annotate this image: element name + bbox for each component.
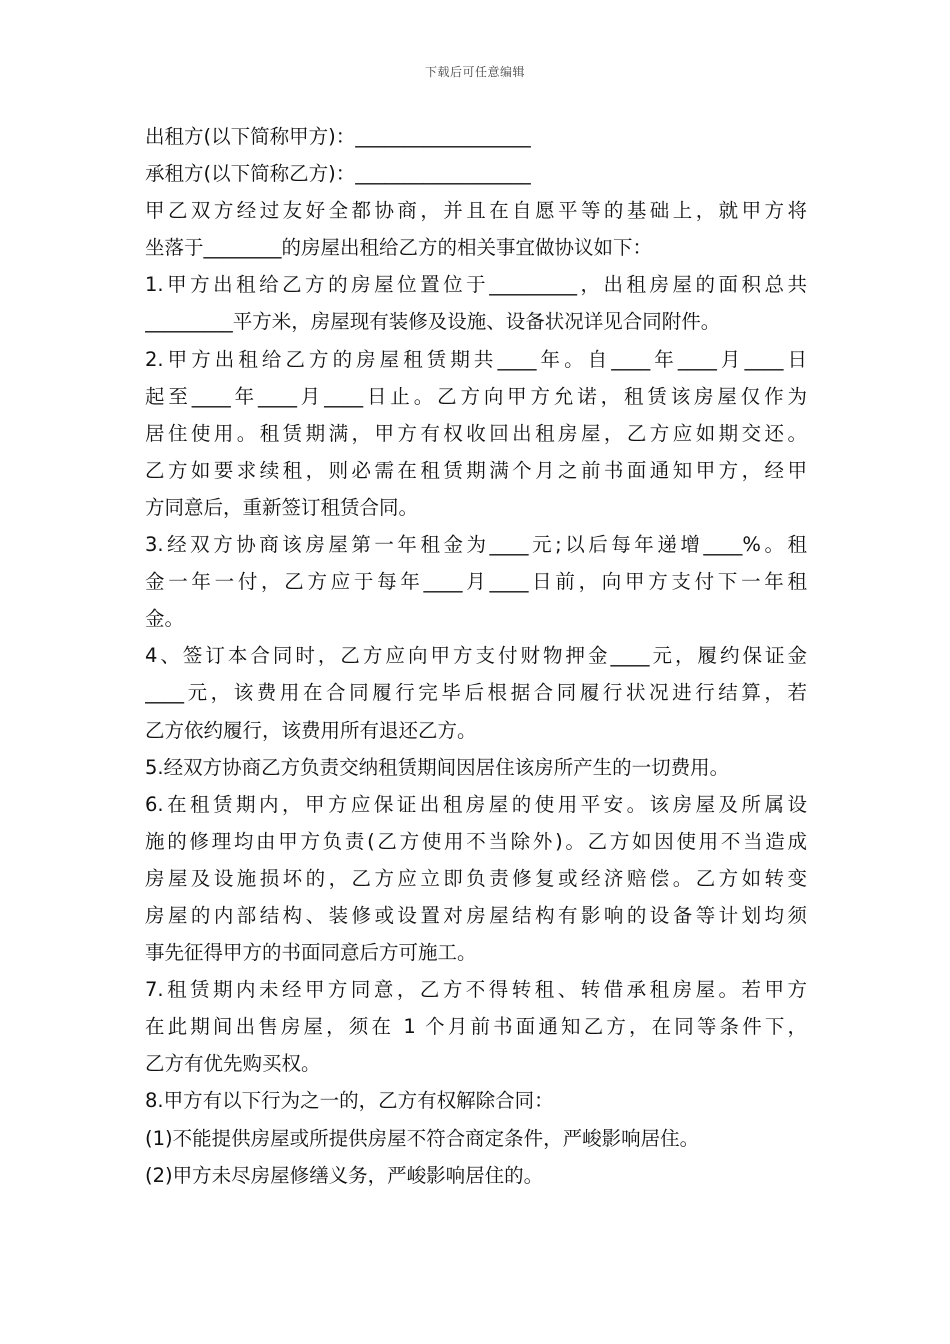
paragraph-line: 4、签订本合同时，乙方应向甲方支付财物押金____元，履约保证金 <box>145 644 807 668</box>
paragraph-line: 起至____年____月____日止。乙方向甲方允诺，租赁该房屋仅作为 <box>145 384 807 408</box>
paragraph-line: 事先征得甲方的书面同意后方可施工。 <box>145 941 477 965</box>
paragraph-line: 乙方依约履行，该费用所有退还乙方。 <box>145 718 477 742</box>
paragraph-line: 7.租赁期内未经甲方同意，乙方不得转租、转借承租房屋。若甲方 <box>145 978 807 1002</box>
paragraph-line: (2)甲方未尽房屋修缮义务，严峻影响居住的。 <box>145 1163 544 1187</box>
paragraph-line: 2.甲方出租给乙方的房屋租赁期共____年。自____年____月____日 <box>145 347 807 371</box>
paragraph-line: 施的修理均由甲方负责(乙方使用不当除外)。乙方如因使用不当造成 <box>145 829 807 853</box>
paragraph-line: 在此期间出售房屋，须在 1 个月前书面通知乙方，在同等条件下， <box>145 1015 807 1039</box>
paragraph-line: 居住使用。租赁期满，甲方有权收回出租房屋，乙方应如期交还。 <box>145 421 807 445</box>
paragraph-line: 8.甲方有以下行为之一的，乙方有权解除合同： <box>145 1089 554 1113</box>
paragraph-line: 金。 <box>145 607 185 631</box>
paragraph-line: 房屋的内部结构、装修或设置对房屋结构有影响的设备等计划均须 <box>145 903 807 927</box>
paragraph-line: 承租方(以下简称乙方)：__________________ <box>145 162 531 186</box>
paragraph-line: 甲乙双方经过友好全都协商，并且在自愿平等的基础上，就甲方将 <box>145 199 807 223</box>
paragraph-line: 房屋及设施损坏的，乙方应立即负责修复或经济赔偿。乙方如转变 <box>145 866 807 890</box>
paragraph-line: 出租方(以下简称甲方)：__________________ <box>145 125 531 148</box>
paragraph-line: ____元，该费用在合同履行完毕后根据合同履行状况进行结算，若 <box>145 681 807 705</box>
paragraph-line: 乙方如要求续租，则必需在租赁期满个月之前书面通知甲方，经甲 <box>145 458 807 482</box>
paragraph-line: 3.经双方协商该房屋第一年租金为____元;以后每年递增____%。租 <box>145 533 807 557</box>
paragraph-line: 方同意后，重新签订租赁合同。 <box>145 495 419 519</box>
paragraph-line: 金一年一付，乙方应于每年____月____日前，向甲方支付下一年租 <box>145 570 807 594</box>
paragraph-line: 6.在租赁期内，甲方应保证出租房屋的使用平安。该房屋及所属设 <box>145 792 807 816</box>
paragraph-line: 5.经双方协商乙方负责交纳租赁期间因居住该房所产生的一切费用。 <box>145 755 730 779</box>
contract-body <box>145 118 807 1194</box>
paragraph-line: (1)不能提供房屋或所提供房屋不符合商定条件，严峻影响居住。 <box>145 1126 700 1150</box>
paragraph-line: 1.甲方出租给乙方的房屋位置位于_________，出租房屋的面积总共 <box>145 273 807 297</box>
page-header: 下载后可任意编辑 <box>424 65 525 79</box>
paragraph-line: _________平方米，房屋现有装修及设施、设备状况详见合同附件。 <box>145 310 721 334</box>
paragraph-line: 乙方有优先购买权。 <box>145 1052 321 1076</box>
paragraph-line: 坐落于________的房屋出租给乙方的相关事宜做协议如下： <box>145 236 653 260</box>
